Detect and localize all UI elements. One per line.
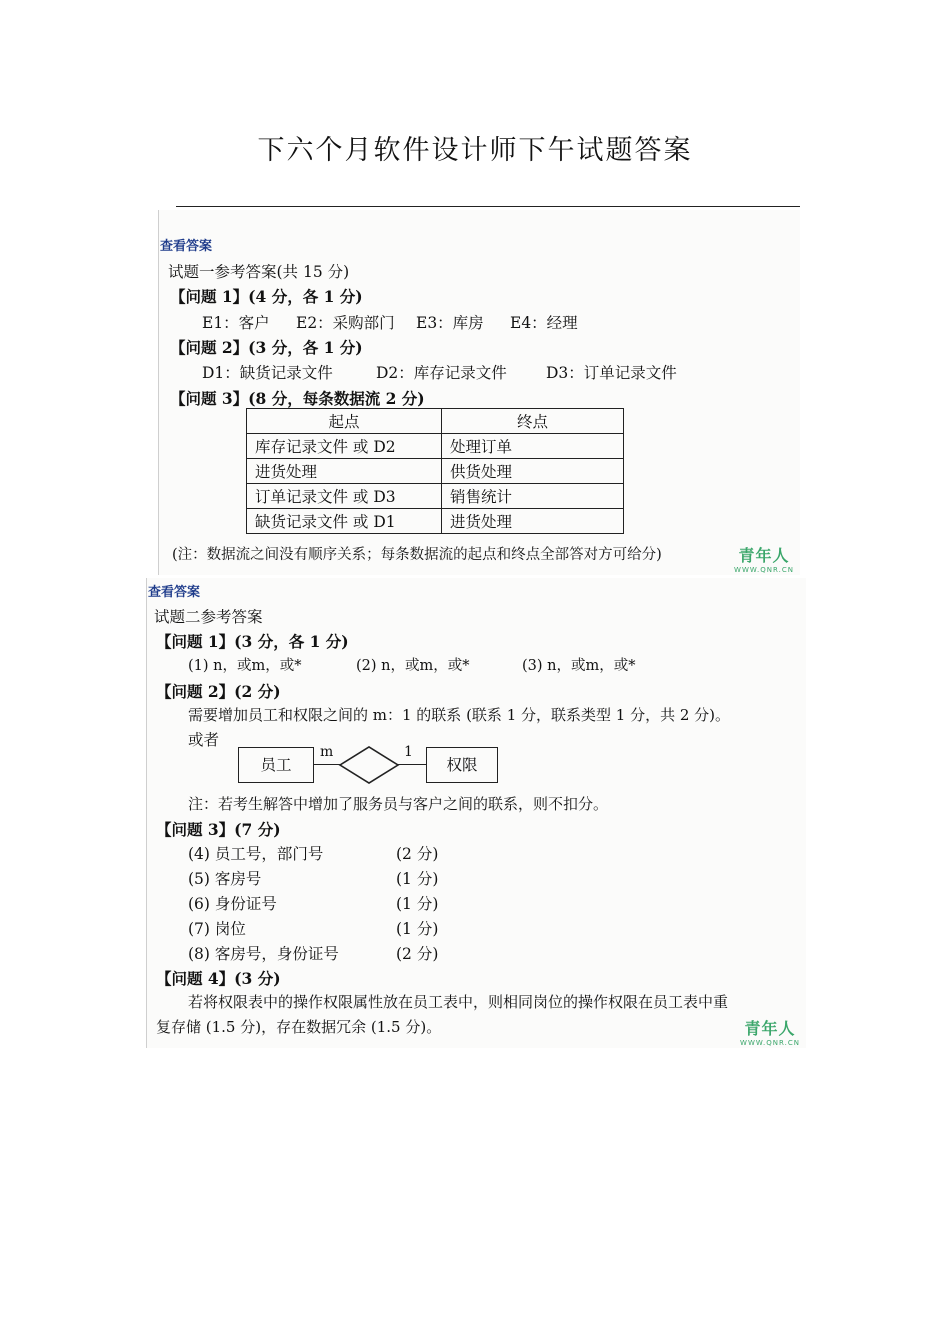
table-header: 起点	[247, 409, 442, 434]
answer-1: (1) n，或m，或*	[188, 658, 302, 674]
answer-d1: D1：缺货记录文件	[202, 364, 333, 382]
question-4-label: 【问题 4】(3 分)	[156, 969, 281, 988]
question-4-answer-line-2: 复存储 (1.5 分)，存在数据冗余 (1.5 分)。	[156, 1018, 442, 1036]
table-row	[247, 509, 624, 534]
table-cell: 销售统计	[442, 484, 624, 509]
question-2-or: 或者	[188, 731, 220, 749]
answer-scan-2	[146, 578, 806, 1048]
answer-5: (5) 客房号	[188, 870, 262, 888]
answer-7-score: (1 分)	[396, 920, 439, 938]
answer-2: (2) n，或m，或*	[356, 658, 470, 674]
table-cell: 缺货记录文件 或 D1	[247, 509, 442, 534]
question-3-label: 【问题 3】(7 分)	[156, 820, 281, 839]
question-2-note: 注：若考生解答中增加了服务员与客户之间的联系，则不扣分。	[188, 795, 609, 813]
answer-3: (3) n，或m，或*	[522, 658, 636, 674]
answer-7: (7) 岗位	[188, 920, 246, 938]
table-row	[247, 459, 624, 484]
er-line-left	[314, 764, 340, 765]
er-line-right	[398, 764, 426, 765]
title-rule	[176, 206, 800, 207]
answer-scan-1	[158, 210, 800, 575]
watermark-text: 青年人	[738, 546, 790, 565]
answer-8-score: (2 分)	[396, 945, 439, 963]
answer-8: (8) 客房号，身份证号	[188, 945, 339, 963]
er-cardinality-m: m	[320, 744, 334, 760]
answer-5-score: (1 分)	[396, 870, 439, 888]
dataflow-note: (注：数据流之间没有顺序关系；每条数据流的起点和终点全部答对方可给分)	[172, 547, 662, 563]
scan-edge	[158, 210, 159, 575]
question-4-answer-line-1: 若将权限表中的操作权限属性放在员工表中，则相同岗位的操作权限在员工表中重	[188, 993, 729, 1011]
answer-6: (6) 身份证号	[188, 895, 277, 913]
table-cell: 进货处理	[442, 509, 624, 534]
question-1-label: 【问题 1】(3 分，各 1 分)	[156, 632, 349, 651]
watermark-url: WWW.QNR.CN	[740, 1039, 800, 1047]
table-cell: 进货处理	[247, 459, 442, 484]
watermark-logo	[734, 1016, 806, 1047]
answer-e4: E4：经理	[510, 314, 578, 332]
answer-4-score: (2 分)	[396, 845, 439, 863]
answer-e3: E3：库房	[416, 314, 484, 332]
watermark-url: WWW.QNR.CN	[734, 566, 794, 574]
question-2-label: 【问题 2】(2 分)	[156, 682, 281, 701]
watermark-text: 青年人	[744, 1019, 796, 1038]
table-header-row	[247, 409, 624, 434]
table-cell: 处理订单	[442, 434, 624, 459]
scan-edge	[146, 578, 147, 1048]
question-1-label: 【问题 1】(4 分，各 1 分)	[170, 287, 363, 306]
view-answer-link[interactable]: 查看答案	[148, 585, 201, 600]
table-header: 终点	[442, 409, 624, 434]
answer-e1: E1：客户	[202, 314, 270, 332]
table-cell: 库存记录文件 或 D2	[247, 434, 442, 459]
answer-d3: D3：订单记录文件	[546, 364, 677, 382]
section-heading: 试题二参考答案	[154, 608, 263, 626]
dataflow-table	[246, 408, 624, 534]
er-relationship-diamond	[338, 745, 400, 785]
page-title: 下六个月软件设计师下午试题答案	[257, 135, 693, 166]
section-heading: 试题一参考答案(共 15 分)	[168, 263, 350, 281]
er-cardinality-1: 1	[404, 744, 413, 760]
er-entity-employee: 员工	[238, 747, 314, 783]
er-entity-permission: 权限	[426, 747, 498, 783]
answer-6-score: (1 分)	[396, 895, 439, 913]
answer-d2: D2：库存记录文件	[376, 364, 507, 382]
table-cell: 订单记录文件 或 D3	[247, 484, 442, 509]
answer-4: (4) 员工号，部门号	[188, 845, 324, 863]
table-row	[247, 484, 624, 509]
table-row	[247, 434, 624, 459]
table-cell: 供货处理	[442, 459, 624, 484]
view-answer-link[interactable]: 查看答案	[160, 239, 213, 254]
watermark-logo	[728, 543, 800, 574]
question-3-label: 【问题 3】(8 分，每条数据流 2 分)	[170, 389, 425, 408]
question-2-label: 【问题 2】(3 分，各 1 分)	[170, 338, 363, 357]
answer-e2: E2：采购部门	[296, 314, 395, 332]
question-2-answer: 需要增加员工和权限之间的 m：1 的联系 (联系 1 分，联系类型 1 分，共 2 分)。	[188, 706, 731, 724]
